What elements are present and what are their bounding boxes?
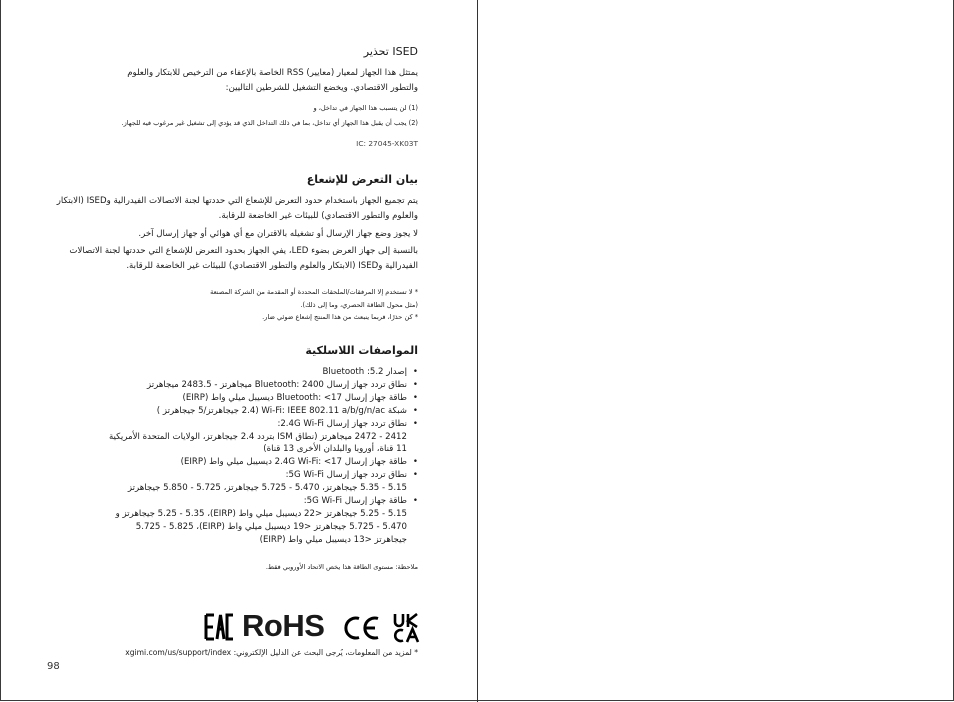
wireless-spec-item — [112, 456, 418, 469]
wireless-spec-text: نطاق تردد جهاز إرسال 5G Wi-Fi: — [285, 470, 407, 481]
wireless-spec-item — [112, 469, 418, 482]
bullet-icon: • — [412, 379, 418, 390]
wireless-spec-text: إصدار Bluetooth :5.2 — [322, 367, 407, 377]
wireless-spec-item — [108, 431, 418, 444]
rf-notes: * لا تستخدم إلا المرفقات/الملحقات المحددة أو المقدمة من الشركة المصنعة (مثل محول الطاقة الحصري، وما إلى ذلك). * كن حذرًا، فربما ينبعث من هذا المنتج إشعاع ضوئي ضار. — [210, 288, 418, 321]
wireless-spec-text: طاقة جهاز إرسال Bluetooth: <17 ديسيبل ميلي واط (EIRP) — [182, 392, 407, 403]
ised-conditions: (1) لن يتسبب هذا الجهاز في تداخل، و (2) يجب أن يقبل هذا الجهاز أي تداخل، بما في ذلك التداخل الذي قد يؤدي إلى تشغيل غير مرغوب فيه للجهاز. — [121, 104, 418, 127]
rf-para1: يتم تجميع الجهاز باستخدام حدود التعرض للإشعاع التي حددتها لجنة الاتصالات الفيدرالية وISED (الابتكار والعلوم والتطور الاقتصادي) للبيئات غير الخاضعة للرقابة. — [56, 196, 418, 221]
eac-logo-icon — [204, 612, 234, 642]
ce-logo-icon — [342, 615, 382, 641]
ised-body: يمتثل هذا الجهاز لمعيار (معايير) RSS الخاصة بالإعفاء من الترخيص للابتكار والعلوم والتطور الاقتصادي. ويخضع التشغيل للشرطين التاليين: — [127, 68, 418, 93]
ised-title: ISED تحذير — [363, 45, 418, 58]
bullet-icon: • — [412, 457, 418, 468]
bullet-icon: • — [412, 470, 418, 481]
wireless-spec-text: طاقة جهاز إرسال 5G Wi-Fi: — [303, 496, 407, 507]
wireless-spec-text: 5.470 - 5.725 جيجاهرتز <19 ديسيبل ميلي واط (EIRP)، 5.725 - 5.825 — [135, 521, 407, 532]
certification-logos — [204, 608, 420, 648]
wireless-spec-text: نطاق تردد جهاز إرسال 2.4G Wi-Fi: — [277, 418, 407, 429]
wireless-spec-text: 5.15 - 5.35 جيجاهرتز، 5.470 - 5.725 جيجاهرتز، 5.725 - 5.850 جيجاهرتز — [127, 483, 407, 494]
rf-para3: بالنسبة إلى جهاز العرض بضوء LED، يفي الجهاز بحدود التعرض للإشعاع التي حددتها لجنة الاتصالات الفيدرالية وISED (الابتكار والعلوم والتطور الاقتصادي) للبيئات غير الخاضعة للرقابة. — [69, 246, 418, 271]
wireless-spec-text: نطاق تردد جهاز إرسال Bluetooth: 2400 ميجاهرتز - 2483.5 ميجاهرتز — [147, 379, 407, 390]
wireless-spec-text: 2412 - 2472 ميجاهرتز (نطاق ISM بتردد 2.4 جيجاهرتز، الولايات المتحدة الأمريكية — [108, 431, 407, 442]
support-info: * لمزيد من المعلومات، يُرجى البحث عن الدليل الإلكتروني: xgimi.com/us/support/index — [125, 648, 418, 657]
wireless-spec-item — [112, 521, 418, 534]
page-number: 98 — [47, 661, 60, 672]
wireless-spec-item — [112, 418, 418, 431]
wireless-spec-text: طاقة جهاز إرسال 2.4G Wi-Fi: <17 ديسيبل ميلي واط (EIRP) — [180, 457, 407, 468]
bullet-icon: • — [412, 405, 418, 416]
bullet-icon: • — [412, 418, 418, 429]
wireless-spec-item — [112, 366, 418, 379]
wireless-spec-item — [112, 495, 418, 508]
wireless-spec-item — [112, 405, 418, 418]
wireless-spec-text: 5.15 - 5.25 جيجاهرتز <22 ديسيبل ميلي واط (EIRP)، 5.25 - 5.35 جيجاهرتز و — [115, 508, 407, 519]
right-page — [478, 0, 954, 701]
wireless-note: ملاحظة: مستوى الطاقة هذا يخص الاتحاد الأوروبي فقط. — [265, 563, 418, 571]
rf-title: بيان التعرض للإشعاع — [306, 173, 418, 186]
wireless-spec-item — [112, 482, 418, 495]
ukca-logo-icon — [393, 613, 420, 643]
wireless-spec-list — [108, 366, 418, 547]
bullet-icon: • — [412, 496, 418, 507]
wireless-spec-text: 11 قناة، أوروبا والبلدان الأخرى 13 قناة) — [263, 444, 407, 455]
wireless-spec-text: شبكة Wi-Fi: IEEE 802.11 a/b/g/n/ac (2.4 جيجاهرتز/5 جيجاهرتز ) — [156, 405, 407, 416]
rohs-logo: RoHS — [242, 608, 325, 643]
wireless-spec-text: جيجاهرتز <13 ديسيبل ميلي واط (EIRP) — [259, 534, 407, 545]
bullet-icon: • — [412, 367, 418, 377]
wireless-spec-item — [112, 534, 418, 547]
bullet-icon: • — [412, 392, 418, 403]
wireless-spec-item — [112, 443, 418, 456]
wireless-title: المواصفات اللاسلكية — [305, 344, 418, 357]
wireless-spec-item — [112, 392, 418, 405]
ic-number: IC: 27045-XK03T — [356, 139, 418, 148]
wireless-spec-item — [112, 508, 418, 521]
wireless-spec-item — [112, 379, 418, 392]
rf-para2: لا يجوز وضع جهاز الإرسال أو تشغيله بالاقتران مع أي هوائي أو جهاز إرسال آخر. — [138, 229, 418, 239]
